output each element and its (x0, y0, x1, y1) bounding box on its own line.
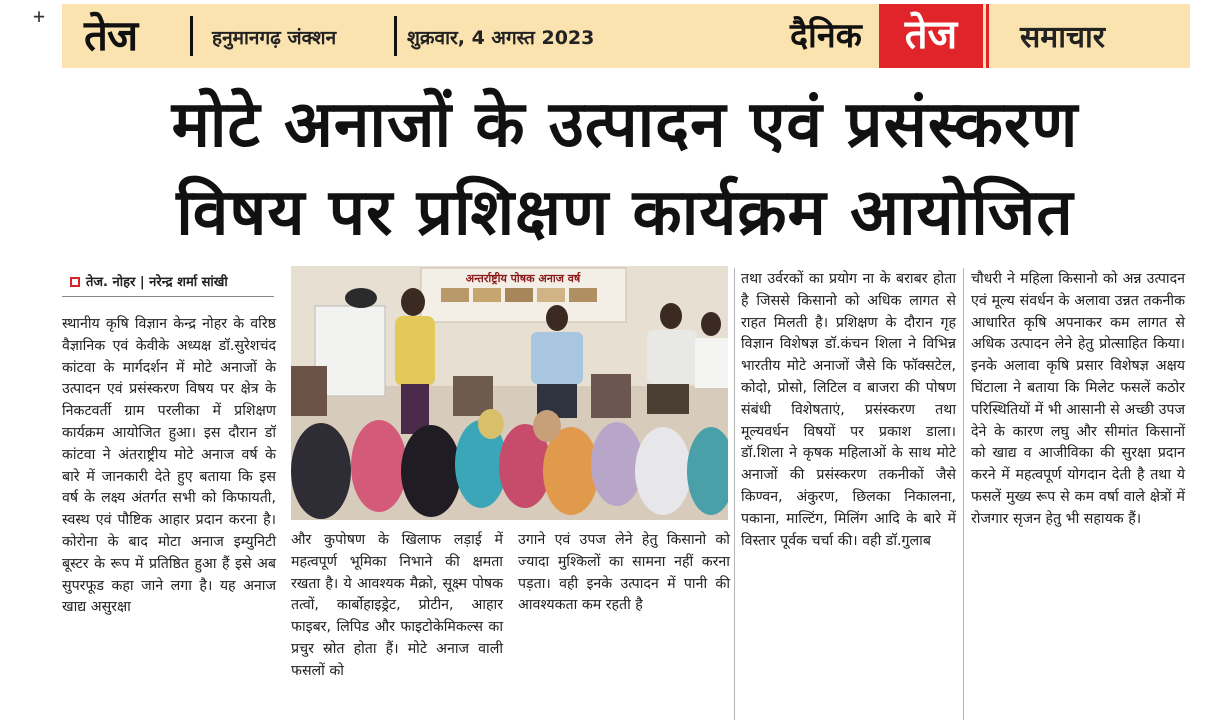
photo-banner-text: अन्तर्राष्ट्रीय पोषक अनाज वर्ष (465, 272, 581, 285)
newspaper-masthead (62, 4, 1190, 68)
article-column-5: चौधरी ने महिला किसानो को अन्न उत्पादन एवं मूल्य संवर्धन के अलावा उन्नत तकनीक आधारित कृषि अपनाकर कम लागत से अधिक उत्पादन लेने हेतु प्रोत्साहित किया। इनके अलावा कृषि प्रसार विशेषज्ञ अक्षय घिंटाला ने बताया कि मिलेट फसलें कठोर परिस्थितियों में भी आसानी से अच्छी उपज देने के कारण लघु और सीमांत किसानों को खाद्य व आजीविका की सुरक्षा प्रदान करने में महत्वपूर्ण योगदान देती है तथा ये फसलें मुख्य रूप से कम वर्षा वाले क्षेत्रों में रोजगार सृजन हेतु भी सहायक हैं। (971, 271, 1185, 527)
column-divider (963, 268, 964, 720)
masthead-brand: तेज (904, 12, 958, 58)
byline-underline (62, 296, 274, 297)
masthead-divider (394, 16, 397, 56)
masthead-logo: तेज (84, 11, 138, 60)
masthead-date: शुक्रवार, 4 अगस्त 2023 (407, 27, 595, 49)
byline-text: तेज. नोहर | नरेन्द्र शर्मा सांखी (86, 275, 228, 290)
headline-line-2: विषय पर प्रशिक्षण कार्यक्रम आयोजित (176, 176, 1074, 250)
masthead-place: हनुमानगढ़ जंक्शन (212, 27, 337, 49)
masthead-samachar: समाचार (1020, 20, 1106, 55)
article-column-2: और कुपोषण के खिलाफ लड़ाई में महत्वपूर्ण भूमिका निभाने की क्षमता रखता है। ये आवश्यक मैक्रो, सूक्ष्म पोषक तत्वों, कार्बोहाइड्रेट, प्रोटीन, आहार फाइबर, लिपिड और फाइटोकेमिकल्स का प्रचुर स्रोत होता हैं। मोटे अनाज वाली फसलों को (291, 532, 503, 679)
article-column-3: उगाने एवं उपज लेने हेतु किसानो को ज्यादा मुश्किलों का सामना नहीं करना पड़ता। वही इनके उत्पादन में पानी की आवश्यकता कम रहती है (518, 532, 730, 614)
masthead-divider (986, 4, 989, 68)
masthead-dainik: दैनिक (790, 16, 862, 56)
masthead-divider (190, 16, 193, 56)
photo-illustration (291, 266, 728, 520)
crosshair-cursor-icon: + (33, 4, 46, 28)
byline (70, 270, 228, 296)
byline-marker-icon (70, 277, 80, 287)
article-column-1: स्थानीय कृषि विज्ञान केन्द्र नोहर के वरिष्ठ वैज्ञानिक एवं केवीके अध्यक्ष डॉ.सुरेशचंद कांटवा के मार्गदर्शन में मोटे अनाजों के उत्पादन एवं प्रसंस्करण विषय पर क्षेत्र के निकटवर्ती ग्राम परलीका में प्रशिक्षण कार्यक्रम आयोजित हुआ। इस दौरान डॉ कांटवा ने अंतराष्ट्रीय मोटे अनाज वर्ष के बारे में जानकारी देते हुए बताया कि इस वर्ष के लक्ष्य अंतर्गत सभी को किफायती, स्वस्थ एवं पौष्टिक आहार प्रदान करना है। कोरोना के बाद मोटा अनाज इम्युनिटी बूस्टर के रूप में प्रतिष्ठित हुआ हैं इसे अब सुपरफूड कहा जाने लगा है। यह अनाज खाद्य असुरक्षा (62, 316, 276, 616)
column-divider (734, 268, 735, 720)
masthead-brand-box (879, 4, 983, 68)
article-column-4: तथा उर्वरकों का प्रयोग ना के बराबर होता है जिससे किसानो को अधिक लागत से राहत मिलती है। प्रशिक्षण के दौरान गृह विज्ञान विशेषज्ञ डॉ.कंचन शिला ने विभिन्न भारतीय मोटे अनाजों जैसे कि फॉक्सटेल, कोदो, प्रोसो, लिटिल व बाजरा की पोषण संबंधी विशेषताएं, प्रसंस्करण तथा मूल्यवर्धन विषयों पर प्रकाश डाला। डॉ.शिला ने कृषक महिलाओं के साथ मोटे अनाजों की प्रसंस्करण तकनीकों जैसे किण्वन, अंकुरण, छिलका निकालना, पकाना, माल्टिंग, मिलिंग आदि के बारे में विस्तार पूर्वक चर्चा की। वही डॉ.गुलाब (741, 271, 956, 549)
article-photo (291, 266, 728, 520)
headline-line-1: मोटे अनाजों के उत्पादन एवं प्रसंस्करण (171, 88, 1079, 162)
